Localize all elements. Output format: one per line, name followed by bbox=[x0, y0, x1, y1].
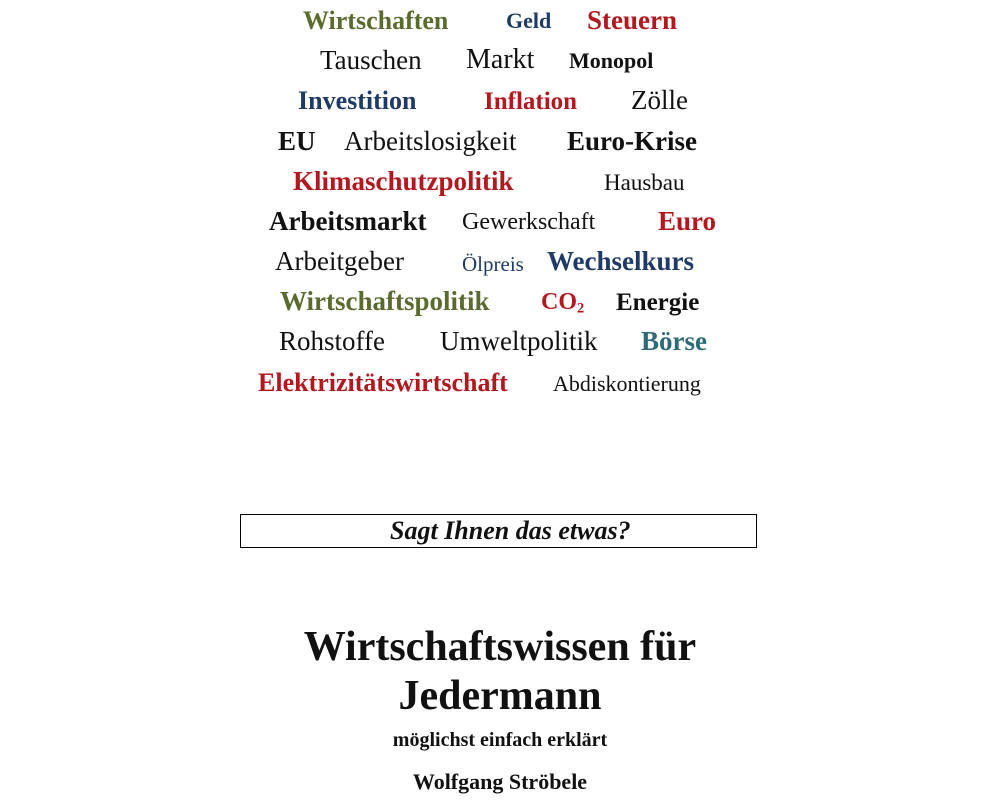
word-arbeitslosigkeit: Arbeitslosigkeit bbox=[344, 126, 517, 156]
word-energie: Energie bbox=[616, 289, 700, 316]
book-subtitle: möglichst einfach erklärt bbox=[392, 729, 608, 751]
word-investition: Investition bbox=[298, 86, 417, 115]
word-inflation: Inflation bbox=[484, 88, 578, 115]
word-oelpreis: Ölpreis bbox=[462, 252, 524, 276]
word-wirtschaften: Wirtschaften bbox=[303, 6, 449, 35]
word-euro-krise: Euro-Krise bbox=[567, 126, 697, 156]
word-eu: EU bbox=[278, 126, 316, 156]
word-arbeitgeber: Arbeitgeber bbox=[275, 246, 404, 276]
question-text: Sagt Ihnen das etwas? bbox=[390, 516, 631, 545]
word-boerse: Börse bbox=[641, 326, 707, 356]
book-author: Wolfgang Ströbele bbox=[412, 769, 588, 794]
word-hausbau: Hausbau bbox=[604, 170, 685, 195]
word-abdiskontierung: Abdiskontierung bbox=[553, 371, 701, 396]
word-elektrizitaetswirtschaft: Elektrizitätswirtschaft bbox=[258, 368, 508, 397]
word-euro: Euro bbox=[658, 206, 717, 236]
word-markt: Markt bbox=[466, 44, 535, 75]
word-zoelle: Zölle bbox=[631, 85, 688, 115]
word-co2-main: CO bbox=[541, 289, 577, 315]
word-wirtschaftspolitik: Wirtschaftspolitik bbox=[280, 286, 490, 316]
word-co2-subscript: 2 bbox=[577, 300, 585, 317]
word-umweltpolitik: Umweltpolitik bbox=[440, 326, 598, 356]
word-wechselkurs: Wechselkurs bbox=[547, 246, 695, 276]
word-gewerkschaft: Gewerkschaft bbox=[462, 209, 596, 235]
word-co2 bbox=[541, 290, 584, 316]
word-geld: Geld bbox=[506, 8, 552, 33]
word-tauschen: Tauschen bbox=[320, 45, 422, 75]
word-steuern: Steuern bbox=[587, 5, 677, 35]
word-arbeitsmarkt: Arbeitsmarkt bbox=[269, 206, 427, 236]
word-klimaschutzpolitik: Klimaschutzpolitik bbox=[293, 166, 514, 196]
book-title-line2: Jedermann bbox=[398, 673, 602, 719]
word-monopol: Monopol bbox=[569, 48, 654, 73]
word-rohstoffe: Rohstoffe bbox=[279, 326, 385, 356]
book-title-line1: Wirtschaftswissen für bbox=[303, 624, 697, 670]
